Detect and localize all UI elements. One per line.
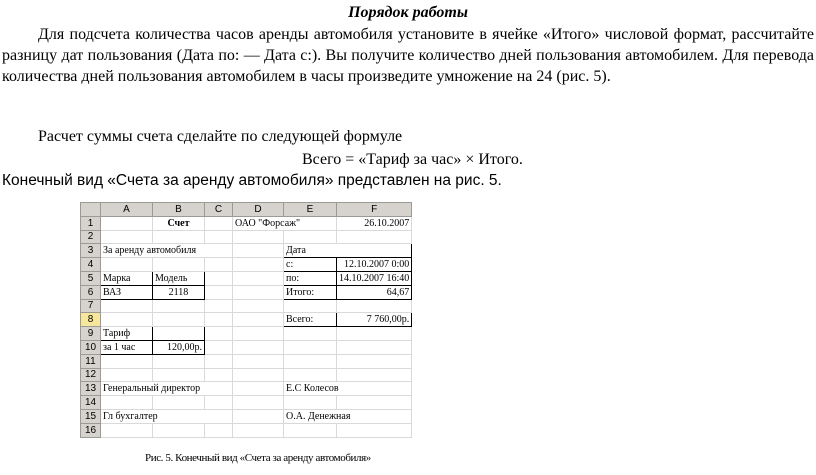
cell-b9[interactable] [153,327,205,341]
cell-d1[interactable]: ОАО "Форсаж" [233,216,337,230]
select-all-corner[interactable] [81,203,101,217]
column-header-c[interactable]: C [205,203,233,217]
sheet-row-2 [81,230,412,244]
cell-e3[interactable]: Дата [284,244,412,258]
cell-a5[interactable]: Марка [101,271,153,285]
cell-e6[interactable]: Итого: [284,285,337,299]
sheet-row-7 [81,299,412,313]
column-header-f[interactable]: F [337,203,412,217]
cell-a9[interactable]: Тариф [101,327,153,341]
sheet-row-9 [81,327,412,341]
cell-f4[interactable]: 12.10.2007 0:00 [337,258,412,272]
sheet-row-4 [81,258,412,272]
row-header-8[interactable]: 8 [81,313,101,327]
row-header-4[interactable]: 4 [81,258,101,272]
signature-line-director[interactable] [233,382,284,396]
row-header-6[interactable]: 6 [81,285,101,299]
cell-b5[interactable]: Модель [153,271,205,285]
column-header-e[interactable]: E [284,203,337,217]
cell-f5[interactable]: 14.10.2007 16:40 [337,271,412,285]
row-header-16[interactable]: 16 [81,423,101,437]
sheet-row-8 [81,313,412,327]
column-header-b[interactable]: B [153,203,205,217]
row-header-14[interactable]: 14 [81,396,101,410]
sheet-row-11 [81,354,412,368]
sheet-row-16 [81,423,412,437]
column-header-a[interactable]: A [101,203,153,217]
row-header-7[interactable]: 7 [81,299,101,313]
sheet-row-5 [81,271,412,285]
row-header-13[interactable]: 13 [81,382,101,396]
sheet-row-6 [81,285,412,299]
spreadsheet [80,202,412,438]
cell-b6[interactable]: 2118 [153,285,205,299]
figure-reference: Конечный вид «Счета за аренду автомобиля» представлен на рис. 5. [2,172,502,189]
signature-line-accountant[interactable] [233,409,284,423]
cell-b10[interactable]: 120,00р. [153,340,205,354]
cell-b1[interactable]: Счет [153,216,205,230]
row-header-11[interactable]: 11 [81,354,101,368]
cell-e5[interactable]: по: [284,271,337,285]
figure-caption: Рис. 5. Конечный вид «Счета за аренду автомобиля» [145,452,371,464]
cell-a1[interactable] [101,216,153,230]
row-header-2[interactable]: 2 [81,230,101,244]
sheet-row-15 [81,409,412,423]
cell-c1[interactable] [205,216,233,230]
formula: Всего = «Тариф за час» × Итого. [302,151,523,168]
column-header-d[interactable]: D [233,203,284,217]
cell-f8[interactable]: 7 760,00р. [337,313,412,327]
row-header-10[interactable]: 10 [81,340,101,354]
cell-a13[interactable]: Генеральный директор [101,382,233,396]
row-header-15[interactable]: 15 [81,409,101,423]
cell-f6[interactable]: 64,67 [337,285,412,299]
row-header-12[interactable]: 12 [81,368,101,382]
section-heading: Порядок работы [348,4,468,21]
row-header-3[interactable]: 3 [81,244,101,258]
row-header-9[interactable]: 9 [81,327,101,341]
cell-a15[interactable]: Гл бухгалтер [101,409,233,423]
row-header-5[interactable]: 5 [81,271,101,285]
sheet-row-1 [81,216,412,230]
sheet-row-13 [81,382,412,396]
cell-a10[interactable]: за 1 час [101,340,153,354]
cell-e4[interactable]: с: [284,258,337,272]
cell-e15[interactable]: О.А. Денежная [284,409,412,423]
sheet-row-14 [81,396,412,410]
sheet-row-10 [81,340,412,354]
formula-intro: Расчет суммы счета сделайте по следующей формуле [38,128,403,145]
sheet-row-12 [81,368,412,382]
sheet-row-3 [81,244,412,258]
cell-e13[interactable]: Е.С Колесов [284,382,412,396]
instruction-paragraph: Для подсчета количества часов аренды автомобиля установите в ячейке «Итого» числовой формат, рассчитайте разницу дат пользования (Дата по: — Дата с:). Вы получите количество дней пользования автомобилем. Для перевода количества дней пользования автомобилем в часы произведите умножение на 24 (рис. 5). [2,26,814,85]
cell-a3[interactable]: За аренду автомобиля [101,244,233,258]
cell-e8[interactable]: Всего: [284,313,337,327]
row-header-1[interactable]: 1 [81,216,101,230]
cell-f1[interactable]: 26.10.2007 [337,216,412,230]
cell-a6[interactable]: ВАЗ [101,285,153,299]
